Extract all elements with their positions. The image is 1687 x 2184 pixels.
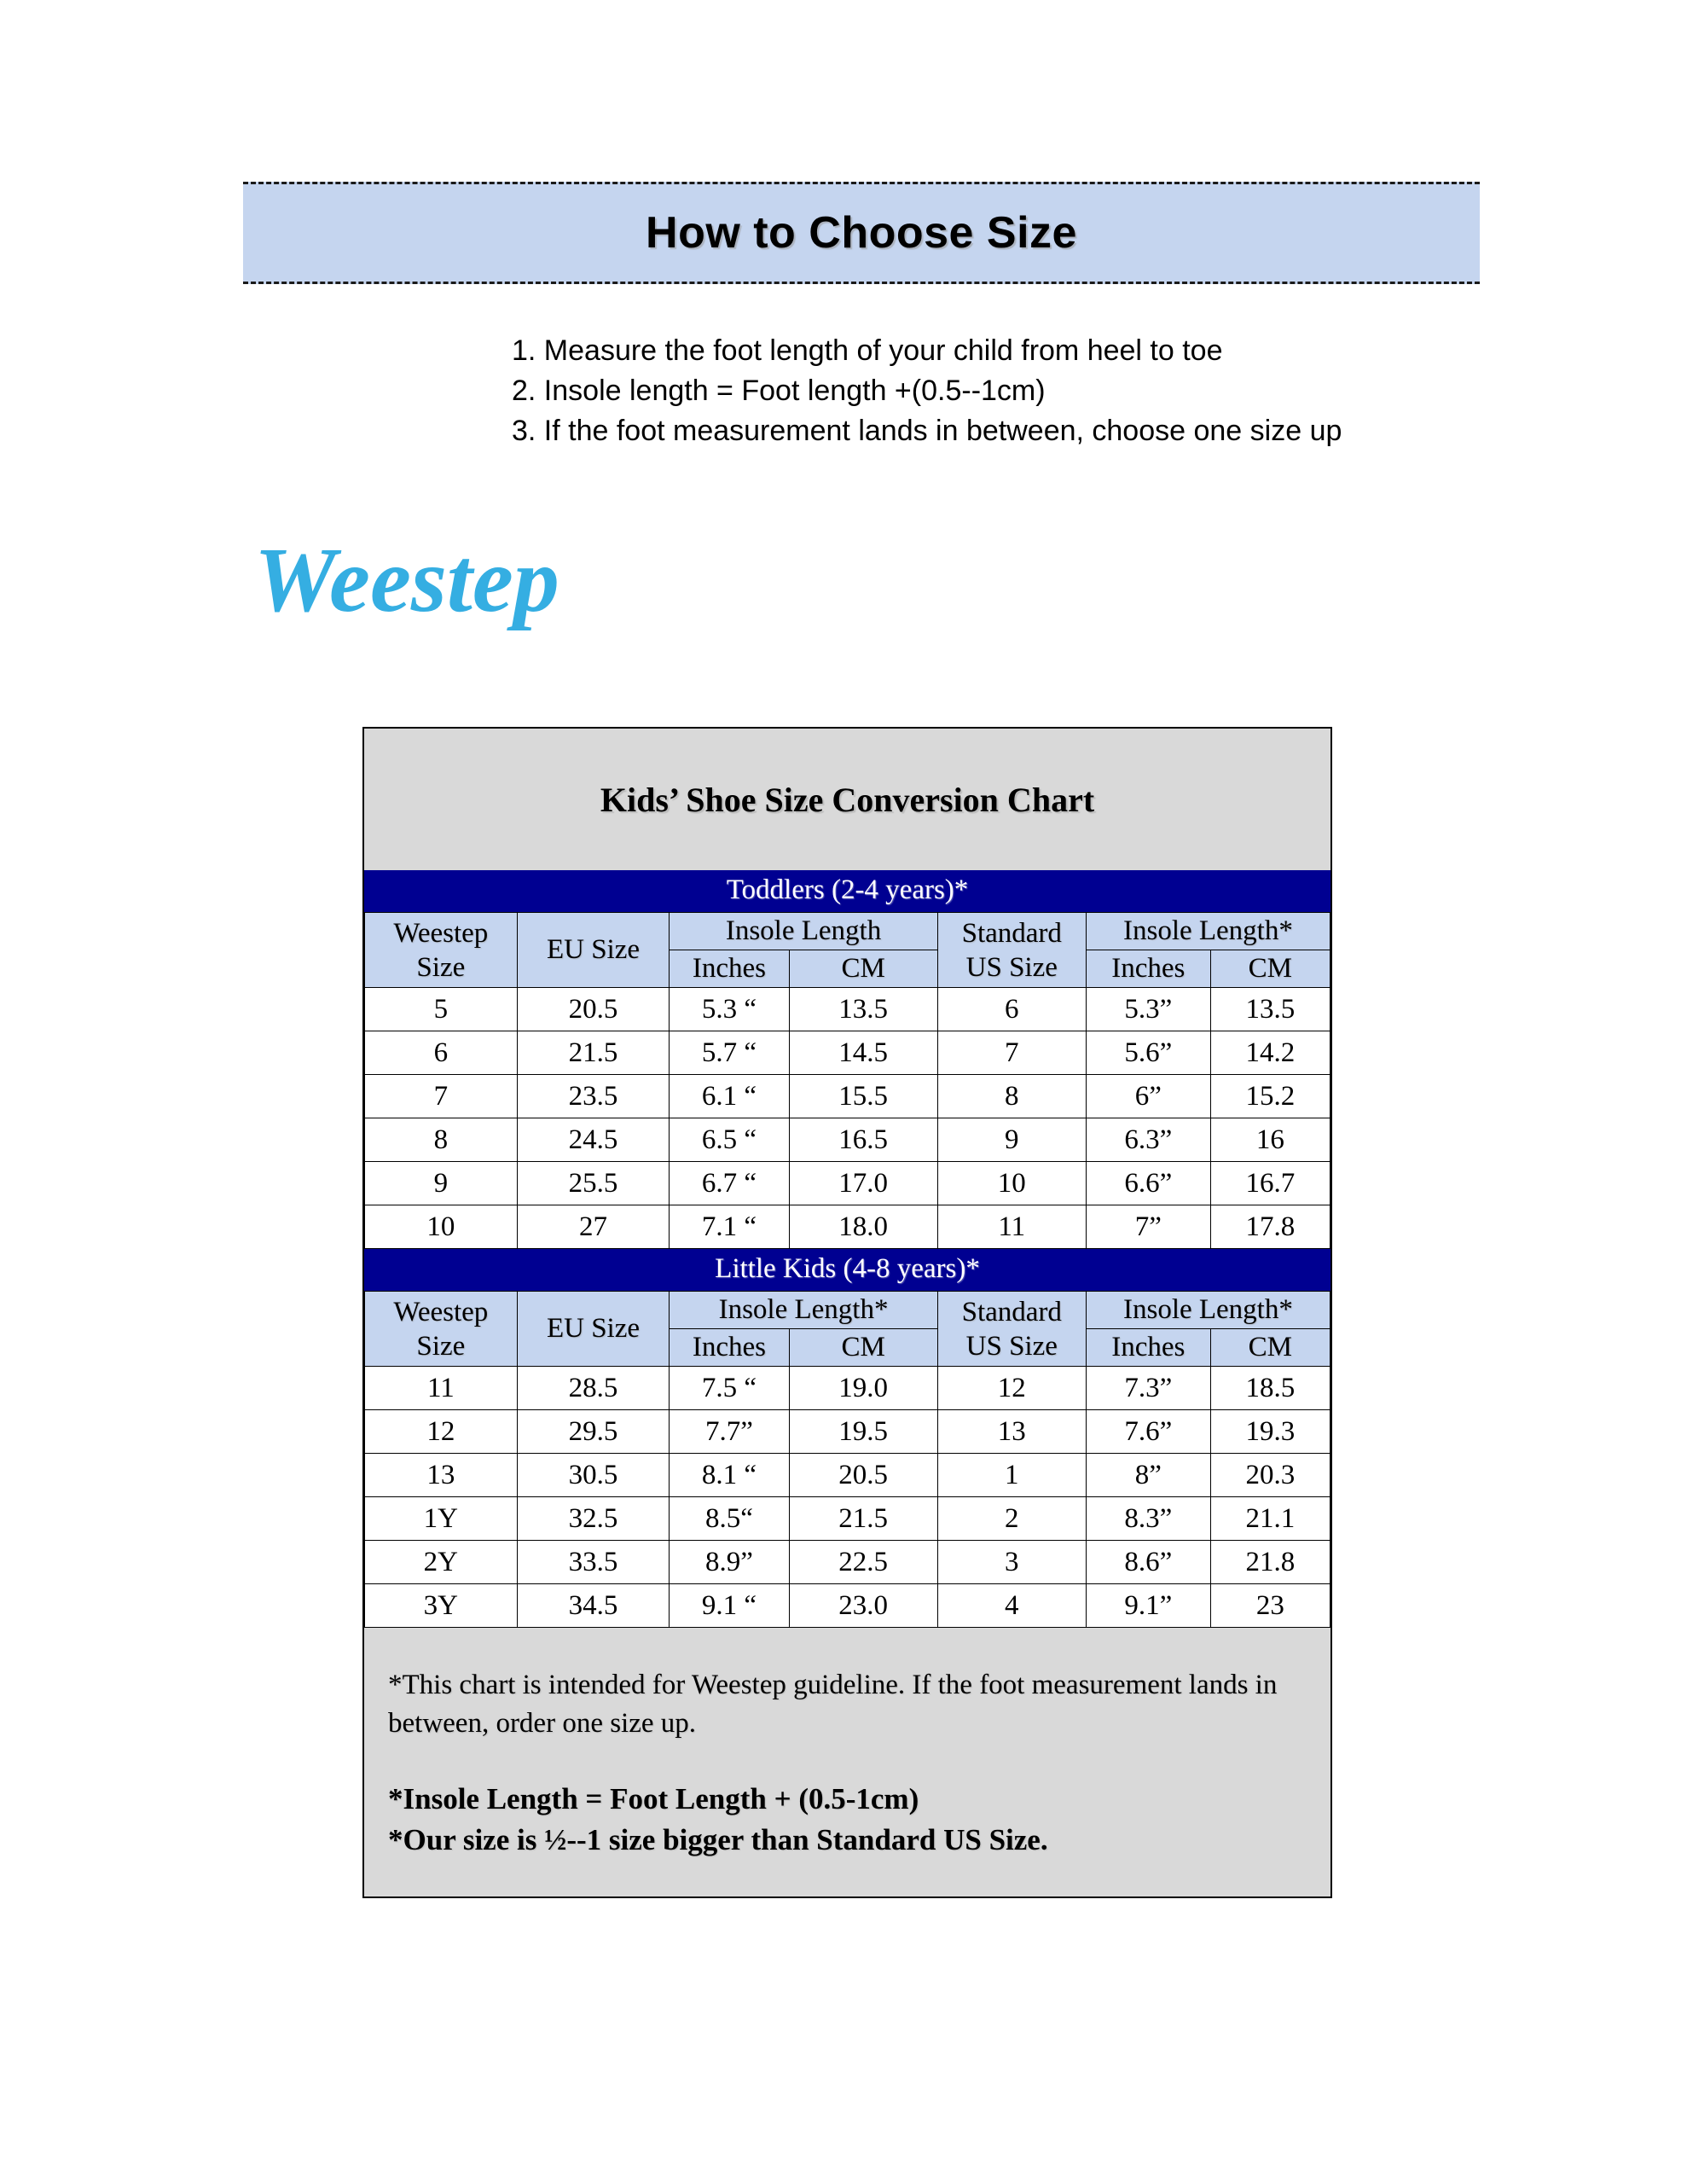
table-row — [365, 1410, 1330, 1454]
page-title: How to Choose Size — [646, 208, 1077, 258]
cell-weestep-size: 7 — [365, 1075, 518, 1118]
section-band-toddlers: Toddlers (2-4 years)* — [364, 870, 1330, 912]
toddlers-size-table — [364, 912, 1330, 1249]
col-header-cm-1: CM — [789, 1329, 937, 1367]
col-header-insole-length-2: Insole Length* — [1086, 913, 1330, 950]
cell-weestep-size: 11 — [365, 1367, 518, 1410]
footnote-insole-formula: *Insole Length = Foot Length + (0.5-1cm) — [388, 1782, 919, 1815]
cell-insole-cm-2: 18.5 — [1210, 1367, 1330, 1410]
cell-insole-inches-2: 6.3” — [1086, 1118, 1210, 1162]
table-header-row-top — [365, 1292, 1330, 1329]
cell-standard-us-size: 7 — [937, 1031, 1086, 1075]
footnote-guideline: *This chart is intended for Weestep guideline. If the foot measurement lands in between, order one size up. — [388, 1670, 1278, 1739]
cell-insole-cm-2: 16.7 — [1210, 1162, 1330, 1205]
table-row — [365, 1031, 1330, 1075]
instruction-step-2: 2. Insole length = Foot length +(0.5--1cm) — [512, 375, 1046, 407]
cell-eu-size: 25.5 — [517, 1162, 670, 1205]
cell-insole-inches-2: 7.3” — [1086, 1367, 1210, 1410]
cell-insole-inches-2: 7” — [1086, 1205, 1210, 1249]
table-row — [365, 1162, 1330, 1205]
cell-standard-us-size: 6 — [937, 988, 1086, 1031]
col-header-weestep-size — [365, 913, 518, 988]
table-row — [365, 1454, 1330, 1497]
cell-insole-inches-1: 8.1 “ — [670, 1454, 789, 1497]
cell-insole-cm-2: 23 — [1210, 1584, 1330, 1628]
cell-insole-inches-1: 7.1 “ — [670, 1205, 789, 1249]
cell-insole-cm-1: 14.5 — [789, 1031, 937, 1075]
cell-insole-inches-2: 8.3” — [1086, 1497, 1210, 1541]
col-header-standard-us-size-line1: Standard — [961, 917, 1062, 949]
table-row — [365, 1497, 1330, 1541]
cell-insole-inches-1: 5.3 “ — [670, 988, 789, 1031]
col-header-eu-size: EU Size — [517, 913, 670, 988]
table-row — [365, 1205, 1330, 1249]
cell-insole-inches-1: 7.5 “ — [670, 1367, 789, 1410]
instructions-list — [512, 331, 1493, 451]
cell-insole-cm-1: 20.5 — [789, 1454, 937, 1497]
size-chart-container — [362, 727, 1332, 1898]
cell-standard-us-size: 3 — [937, 1541, 1086, 1584]
col-header-inches-2: Inches — [1086, 950, 1210, 988]
cell-eu-size: 28.5 — [517, 1367, 670, 1410]
col-header-insole-length-2: Insole Length* — [1086, 1292, 1330, 1329]
cell-eu-size: 24.5 — [517, 1118, 670, 1162]
chart-footnotes — [364, 1628, 1330, 1896]
instruction-step-3: 3. If the foot measurement lands in between, choose one size up — [512, 415, 1342, 447]
cell-insole-inches-1: 7.7” — [670, 1410, 789, 1454]
cell-insole-cm-2: 16 — [1210, 1118, 1330, 1162]
cell-insole-inches-2: 8” — [1086, 1454, 1210, 1497]
cell-standard-us-size: 10 — [937, 1162, 1086, 1205]
col-header-standard-us-size-line2: US Size — [965, 1330, 1058, 1362]
cell-insole-cm-1: 17.0 — [789, 1162, 937, 1205]
cell-eu-size: 29.5 — [517, 1410, 670, 1454]
weestep-logo — [246, 493, 587, 664]
cell-standard-us-size: 13 — [937, 1410, 1086, 1454]
cell-standard-us-size: 2 — [937, 1497, 1086, 1541]
cell-insole-cm-2: 17.8 — [1210, 1205, 1330, 1249]
cell-insole-cm-1: 19.5 — [789, 1410, 937, 1454]
col-header-eu-size: EU Size — [517, 1292, 670, 1367]
cell-weestep-size: 5 — [365, 988, 518, 1031]
cell-weestep-size: 6 — [365, 1031, 518, 1075]
cell-insole-cm-1: 18.0 — [789, 1205, 937, 1249]
cell-standard-us-size: 4 — [937, 1584, 1086, 1628]
col-header-weestep-size — [365, 1292, 518, 1367]
page-title-banner — [243, 182, 1480, 284]
cell-weestep-size: 13 — [365, 1454, 518, 1497]
col-header-inches-2: Inches — [1086, 1329, 1210, 1367]
cell-standard-us-size: 11 — [937, 1205, 1086, 1249]
col-header-standard-us-size-line2: US Size — [965, 951, 1058, 983]
cell-weestep-size: 12 — [365, 1410, 518, 1454]
cell-weestep-size: 1Y — [365, 1497, 518, 1541]
cell-insole-inches-1: 6.7 “ — [670, 1162, 789, 1205]
cell-insole-inches-1: 6.5 “ — [670, 1118, 789, 1162]
table-header-row-top — [365, 913, 1330, 950]
cell-insole-inches-2: 6” — [1086, 1075, 1210, 1118]
cell-eu-size: 32.5 — [517, 1497, 670, 1541]
cell-insole-inches-2: 5.6” — [1086, 1031, 1210, 1075]
cell-insole-inches-1: 5.7 “ — [670, 1031, 789, 1075]
cell-insole-cm-2: 13.5 — [1210, 988, 1330, 1031]
cell-insole-cm-2: 14.2 — [1210, 1031, 1330, 1075]
cell-insole-cm-2: 21.8 — [1210, 1541, 1330, 1584]
col-header-standard-us-size-line1: Standard — [961, 1296, 1062, 1327]
section-band-little-kids: Little Kids (4-8 years)* — [364, 1249, 1330, 1291]
table-row — [365, 1541, 1330, 1584]
cell-insole-inches-1: 8.5“ — [670, 1497, 789, 1541]
cell-eu-size: 34.5 — [517, 1584, 670, 1628]
cell-weestep-size: 9 — [365, 1162, 518, 1205]
cell-standard-us-size: 1 — [937, 1454, 1086, 1497]
instruction-step-1: 1. Measure the foot length of your child from heel to toe — [512, 334, 1223, 367]
table-row — [365, 1075, 1330, 1118]
col-header-cm-1: CM — [789, 950, 937, 988]
cell-insole-cm-2: 21.1 — [1210, 1497, 1330, 1541]
table-row — [365, 1118, 1330, 1162]
cell-insole-inches-1: 8.9” — [670, 1541, 789, 1584]
cell-insole-inches-2: 7.6” — [1086, 1410, 1210, 1454]
cell-insole-cm-1: 23.0 — [789, 1584, 937, 1628]
cell-insole-cm-2: 15.2 — [1210, 1075, 1330, 1118]
cell-insole-cm-1: 13.5 — [789, 988, 937, 1031]
weestep-logo-text: Weestep — [254, 530, 559, 631]
cell-insole-cm-2: 20.3 — [1210, 1454, 1330, 1497]
col-header-insole-length-1: Insole Length — [670, 913, 937, 950]
cell-weestep-size: 2Y — [365, 1541, 518, 1584]
col-header-standard-us-size — [937, 1292, 1086, 1367]
chart-title-row — [364, 729, 1330, 870]
footnote-size-comparison: *Our size is ½--1 size bigger than Standard US Size. — [388, 1823, 1048, 1856]
col-header-cm-2: CM — [1210, 1329, 1330, 1367]
little-kids-size-table — [364, 1291, 1330, 1628]
cell-insole-cm-1: 19.0 — [789, 1367, 937, 1410]
cell-eu-size: 33.5 — [517, 1541, 670, 1584]
weestep-logo-icon — [246, 493, 587, 664]
cell-insole-inches-2: 9.1” — [1086, 1584, 1210, 1628]
cell-weestep-size: 10 — [365, 1205, 518, 1249]
table-row — [365, 988, 1330, 1031]
table-row — [365, 1367, 1330, 1410]
cell-standard-us-size: 9 — [937, 1118, 1086, 1162]
cell-insole-cm-1: 22.5 — [789, 1541, 937, 1584]
cell-eu-size: 20.5 — [517, 988, 670, 1031]
col-header-insole-length-1: Insole Length* — [670, 1292, 937, 1329]
little-kids-table-body — [365, 1367, 1330, 1628]
cell-weestep-size: 8 — [365, 1118, 518, 1162]
cell-insole-inches-2: 6.6” — [1086, 1162, 1210, 1205]
cell-insole-inches-2: 5.3” — [1086, 988, 1210, 1031]
cell-insole-inches-1: 6.1 “ — [670, 1075, 789, 1118]
table-row — [365, 1584, 1330, 1628]
col-header-standard-us-size — [937, 913, 1086, 988]
cell-standard-us-size: 12 — [937, 1367, 1086, 1410]
cell-standard-us-size: 8 — [937, 1075, 1086, 1118]
chart-title: Kids’ Shoe Size Conversion Chart — [600, 780, 1095, 819]
cell-insole-cm-2: 19.3 — [1210, 1410, 1330, 1454]
cell-eu-size: 27 — [517, 1205, 670, 1249]
col-header-inches-1: Inches — [670, 1329, 789, 1367]
cell-insole-cm-1: 21.5 — [789, 1497, 937, 1541]
col-header-inches-1: Inches — [670, 950, 789, 988]
cell-insole-inches-1: 9.1 “ — [670, 1584, 789, 1628]
col-header-weestep-size-line1: Weestep — [393, 917, 489, 949]
cell-insole-cm-1: 15.5 — [789, 1075, 937, 1118]
col-header-weestep-size-line2: Size — [416, 1330, 466, 1362]
col-header-weestep-size-line1: Weestep — [393, 1296, 489, 1327]
cell-insole-cm-1: 16.5 — [789, 1118, 937, 1162]
cell-weestep-size: 3Y — [365, 1584, 518, 1628]
toddlers-table-body — [365, 988, 1330, 1249]
cell-eu-size: 21.5 — [517, 1031, 670, 1075]
cell-insole-inches-2: 8.6” — [1086, 1541, 1210, 1584]
col-header-cm-2: CM — [1210, 950, 1330, 988]
cell-eu-size: 23.5 — [517, 1075, 670, 1118]
cell-eu-size: 30.5 — [517, 1454, 670, 1497]
footnote-spacer — [388, 1743, 1307, 1779]
col-header-weestep-size-line2: Size — [416, 951, 466, 983]
